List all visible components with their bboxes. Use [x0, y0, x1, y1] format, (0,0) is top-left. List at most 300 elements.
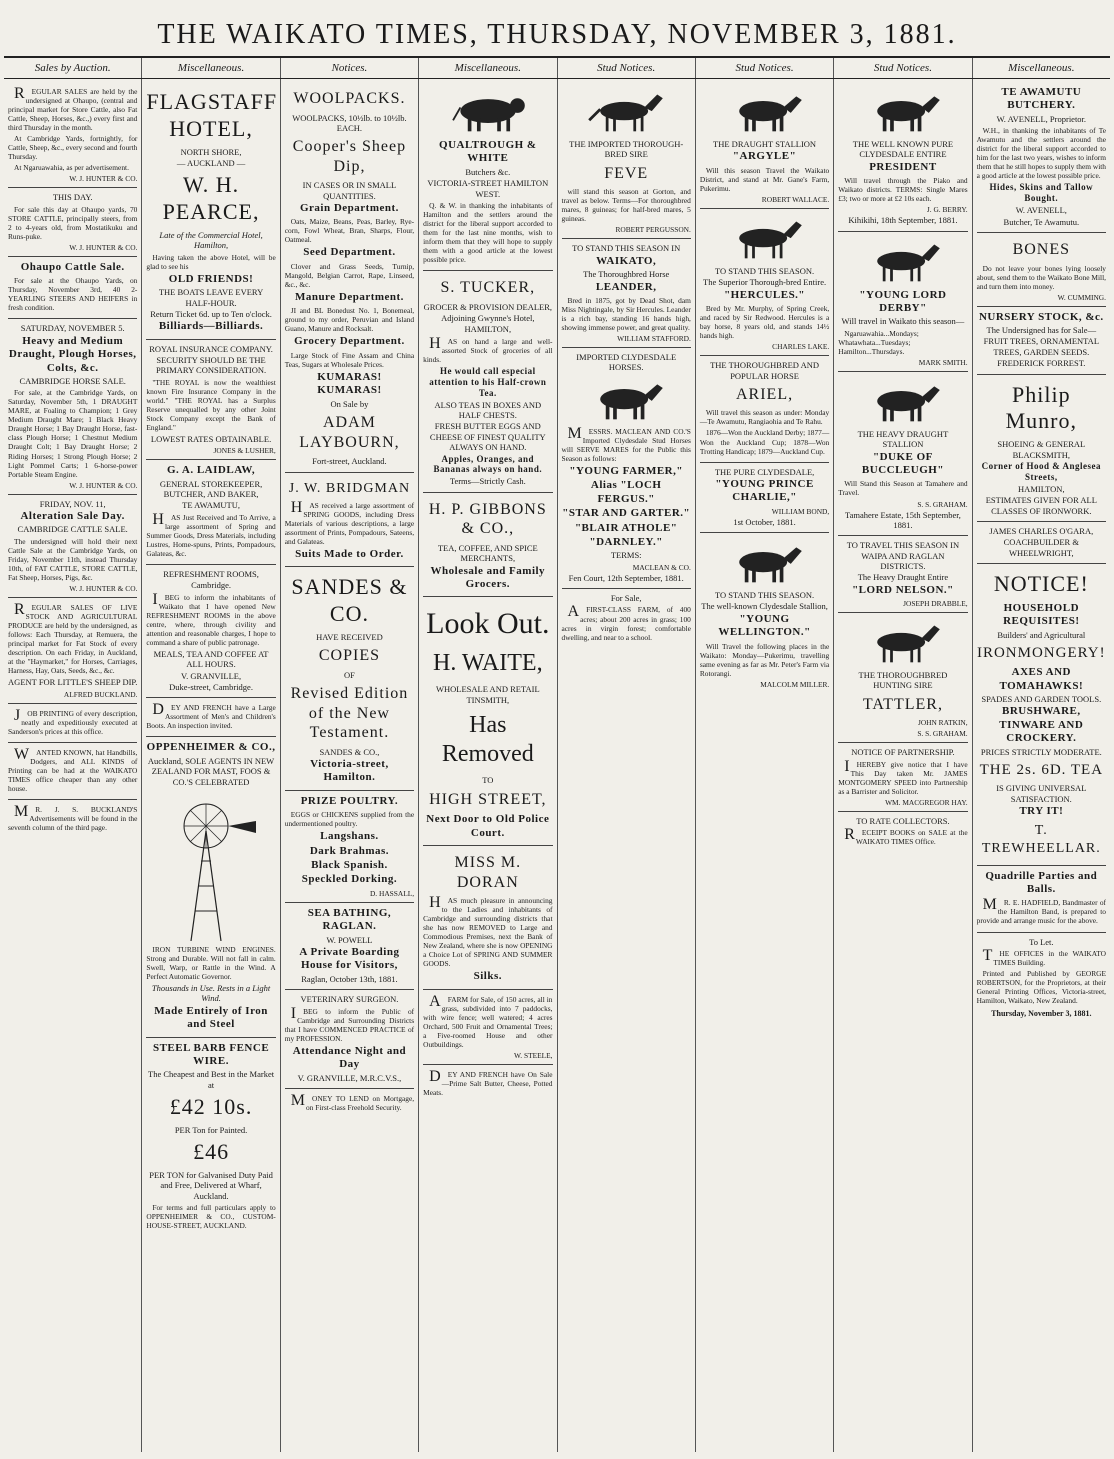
column-header: Stud Notices.: [696, 58, 834, 78]
ad-text: Oats, Maize, Beans, Peas, Barley, Rye-corn, Fowl Wheat, Bran, Sharps, Flour, Oatmeal.: [284, 217, 415, 245]
ad-money-to-lend: [285, 1089, 414, 1118]
ad-subheading: The Heavy Draught Entire: [857, 572, 949, 583]
ad-subheading: WHOLESALE AND RETAIL TINSMITH,: [435, 684, 540, 705]
column-headers: [4, 58, 1110, 79]
ad-text: The undersigned will hold their next Cattle Sale at the Cambridge Yards, on Friday, November 11th, instead Thursday 10th, of FAT CATTLE, STORE CATTLE, Fat Sheep, Horses, Pigs, &c.: [8, 536, 138, 582]
ad-kumaras: KUMARAS! KUMARAS!: [317, 370, 382, 397]
ad-text: IBEG to inform the Public of Cambridge and Surrounding Districts that I have COMMENCED PRACTICE of my PROFESSION.: [284, 1004, 415, 1043]
ad-text: "THE ROYAL is now the wealthiest known Fire Insurance Company in the world." "THE ROYAL has a Surplus Reserve unequalled by any other Joint Stock Company except the Bank of England.": [146, 377, 276, 432]
ad-subheading: The Cheapest and Best in the Market at: [148, 1069, 275, 1090]
ad-heading: QUALTROUGH & WHITE: [439, 139, 537, 165]
ad-night: Attendance Night and Day: [292, 1044, 407, 1071]
ad-apples: Apples, Oranges, and Bananas always on hand.: [433, 453, 543, 475]
ad-tea-sub: IS GIVING UNIVERSAL SATISFACTION.: [996, 783, 1087, 804]
ad-signature: JOSEPH DRABBLE,: [903, 599, 968, 609]
ad-heading: THE HEAVY DRAUGHT STALLION: [857, 428, 949, 450]
column-header: Miscellaneous.: [142, 58, 280, 78]
column-stud-notices-1: [558, 79, 696, 1452]
ad-text: Bred in 1875, got by Dead Shot, dam Miss Nightingale, by Sir Hercules. Leander is a rich bay, standing 16 hands high, showing immense power, and great quality.: [561, 295, 691, 333]
ad-signature: WM. MACGREGOR HAY.: [885, 797, 968, 807]
ad-subheading: SECURITY SHOULD BE THE PRIMARY CONSIDERATION.: [155, 355, 267, 376]
ad-spades: SPADES AND GARDEN TOOLS.: [981, 694, 1102, 705]
ad-heading: THE THOROUGHBRED AND POPULAR HORSE: [710, 360, 820, 381]
horse-illustration: [700, 216, 829, 262]
ad-heading: NOTICE OF PARTNERSHIP.: [851, 747, 955, 758]
ad-text: EGGS or CHICKENS supplied from the undermentioned poultry.: [284, 810, 415, 829]
ad-text: Will this season Travel the Waikato District, and stand at Mr. Gane's Farm, Pukerimu.: [699, 165, 830, 193]
ad-city: HAMILTON,: [1018, 483, 1065, 494]
ad-horse-name: "HERCULES.": [724, 288, 806, 301]
ad-royal-insurance: [146, 340, 275, 461]
ad-side-note: Thousands in Use. Rests in a Light Wind.: [151, 983, 271, 1004]
ad-text: Will Travel the following places in the Waikato: Monday—Pukerimu, travelling same evening as far as Mr. Peter's Farm via Rotorangi.: [699, 641, 830, 678]
ad-notice: NOTICE!: [993, 570, 1089, 596]
ad-text: At Cambridge Yards, fortnightly, for Cattle, Sheep, &c., every second and fourth Thursday.: [8, 134, 138, 162]
ad-horse-name: "DARNLEY.": [589, 535, 663, 548]
column-header: Miscellaneous.: [419, 58, 557, 78]
ad-signature: V. GRANVILLE,: [181, 670, 242, 681]
ad-date: Fen Court, 12th September, 1881.: [568, 572, 684, 583]
ad-owner: ADAM LAYBOURN,: [299, 414, 400, 451]
ad-location: TE AWAMUTU,: [182, 500, 240, 511]
horse-icon: [857, 89, 949, 135]
columns: [4, 79, 1110, 1452]
ad-oppenheimer: [146, 737, 275, 1037]
ad-suits: Suits Made to Order.: [295, 547, 404, 560]
ad-laidlaw: [146, 460, 275, 565]
ad-department: Manure Department.: [294, 290, 404, 303]
ad-heading: FRIDAY, NOV. 11,: [39, 498, 106, 509]
ad-heading: THE IMPORTED THOROUGH-BRED SIRE: [569, 139, 684, 160]
ad-subheading: The Superior Thorough-bred Entire.: [703, 277, 827, 288]
ad-meals: MEALS, TEA AND COFFEE AT ALL HOURS.: [153, 648, 269, 670]
ad-president: [838, 82, 967, 232]
horse-illustration: [838, 620, 967, 666]
ad-owner: W. POWELL: [326, 934, 373, 945]
ad-heading: THE WELL KNOWN PURE CLYDESDALE ENTIRE: [852, 139, 954, 160]
ad-subheading: Wholesale and Family Grocers.: [430, 564, 546, 590]
ad-text: For terms and full particulars apply to OPPENHEIMER & CO., CUSTOM-HOUSE-STREET, AUCKLAND.: [146, 1203, 276, 1231]
ad-location: Cambridge.: [191, 580, 232, 591]
ad-city: HAMILTON,: [464, 324, 512, 335]
ad-horse-name: "YOUNG LORD DERBY": [859, 288, 947, 315]
ad-text: HAS Just Received and To Arrive, a large assortment of Spring and Summer Goods, Dress Materials, including Lustres, Home-spuns, Prints, Pompadours, Galateas, &c.: [146, 510, 276, 558]
ad-text: Will travel through the Piako and Waikato districts. TERMS: Single Mares £3; two or more at £2 10s each.: [838, 176, 968, 204]
ad-text: REGULAR SALES OF LIVE STOCK AND AGRICULTURAL PRODUCE are held by the undersigned, as follows: Each Thursday, at Remuera, the principal market for Fat Stock of every description. On each Friday, in Auckland, at the "Haymarket," for Horses, Carriages, Harness, Hay, Oats, Seeds, &c., &c.: [8, 600, 138, 676]
ad-horse-name: "YOUNG PRINCE CHARLIE,": [715, 477, 814, 504]
ad-horse-name: TATTLER,: [862, 695, 943, 713]
ad-boats: THE BOATS LEAVE EVERY HALF-HOUR.: [158, 287, 264, 308]
ad-heading: TO STAND THIS SEASON.: [714, 265, 815, 276]
ad-text: JI and BL Bonedust No. 1, Bonemeal, ground to my order, Peruvian and Island Guano, Manure and Rocksalt.: [284, 306, 415, 334]
ad-job-printing: [8, 704, 137, 743]
ad-refreshment-rooms: [146, 565, 275, 698]
horse-illustration: [838, 89, 967, 135]
ad-date: Tamahere Estate, 15th September, 1881.: [844, 509, 961, 530]
ad-heading: OPPENHEIMER & CO.,: [146, 741, 276, 754]
ad-wanted-known: [8, 743, 137, 800]
ad-subheading: Builders' and Agricultural: [997, 629, 1086, 640]
ad-try: TRY IT!: [1019, 805, 1064, 818]
ad-price: £46: [193, 1139, 230, 1165]
column-stud-notices-3: [834, 79, 972, 1452]
ad-horse-name: FEVE: [604, 164, 649, 182]
ad-ohaupo-cattle-sale: [8, 257, 137, 320]
column-miscellaneous-3: [973, 79, 1110, 1452]
ad-breed: Black Spanish.: [311, 859, 388, 872]
ad-heading: PRIZE POULTRY.: [300, 794, 399, 807]
ad-text: Bred by Mr. Murphy, of Spring Creek, and raced by Sir Redwood. Hercules is a bay horse, 8 years old, and stands 14½ hands high.: [699, 304, 830, 341]
ad-lord-nelson: [838, 536, 967, 613]
ad-text: DEY AND FRENCH have a Large Assortment of Men's and Children's Boots. An inspection invited.: [146, 701, 276, 731]
ad-heading: STEEL BARB FENCE WIRE.: [152, 1041, 270, 1067]
ad-nursery-stock: [977, 307, 1106, 375]
ad-heading: TO STAND THIS SEASON.: [714, 590, 815, 601]
ad-heading: THIS DAY.: [52, 192, 93, 203]
ad-location: Corner of Hood & Anglesea Streets,: [981, 460, 1101, 482]
ad-high-street: HIGH STREET,: [429, 790, 547, 808]
horse-icon: [719, 540, 811, 586]
ad-text: MR. E. HADFIELD, Bandmaster of the Hamilton Band, is prepared to provide and arrange music for the above.: [976, 896, 1106, 926]
ad-signature: ROBERT WALLACE.: [761, 194, 830, 204]
ad-signature: CHARLES LAKE.: [772, 342, 830, 352]
ad-text: IRON TURBINE WIND ENGINES. Strong and Durable. Will not fall in calm. Swell, Warp, or Rattle in the Wind. A Perfect Automatic Governor.: [146, 944, 276, 982]
ad-flagstaff-hotel: [146, 82, 278, 340]
horse-icon: [857, 620, 949, 666]
ad-subheading: NORTH SHORE,: [180, 146, 242, 157]
ad-trewheellar: [977, 564, 1106, 866]
ad-text: At Ngaruawahia, as per advertisement.: [14, 163, 129, 173]
ad-to-let: [977, 933, 1106, 1023]
ad-signature: WILLIAM BOND,: [771, 506, 830, 516]
ad-heading: H. P. GIBBONS & CO.,: [428, 500, 547, 538]
ad-signature: ALFRED BUCKLAND.: [63, 689, 138, 699]
ad-location: VICTORIA-STREET HAMILTON WEST.: [427, 178, 549, 199]
ad-horse-name: "STAR AND GARTER.": [562, 507, 691, 520]
ad-tea: THE 2s. 6D. TEA: [979, 762, 1104, 779]
ad-fence-wire: [146, 1038, 275, 1237]
horse-icon: [580, 89, 672, 135]
ad-signature: S. S. GRAHAM.: [917, 729, 968, 739]
ad-subheading: GENERAL STOREKEEPER, BUTCHER, AND BAKER,: [159, 478, 263, 500]
ad-regular-sales: [8, 82, 137, 188]
ad-text: AFARM for Sale, of 150 acres, all in grass, subdivided into 7 paddocks, with wire fence; well watered; 4 acres Orchard, 500 Fruit and Ornamental Trees; a Five-roomed House and other Outbuildings.: [423, 992, 553, 1049]
ad-text: HAS on hand a large and well-assorted Stock of groceries of all kinds.: [423, 334, 553, 364]
ad-text: RECEIPT BOOKS on SALE at the WAIKATO TIMES Office.: [844, 826, 968, 847]
ad-text: Do not leave your bones lying loosely about, send them to the Waikato Bone Mill, and turn them into money.: [976, 263, 1106, 291]
ad-woolpacks: [285, 82, 414, 473]
ad-argyle: [700, 82, 829, 209]
ad-horse-name: LEANDER,: [595, 280, 657, 293]
ad-heading: TO TRAVEL THIS SEASON IN WAIPA AND RAGLAN DISTRICTS.: [846, 540, 960, 571]
ad-brushware: BRUSHWARE, TINWARE AND CROCKERY.: [999, 705, 1084, 745]
ad-young-wellington: [700, 533, 829, 693]
ad-subheading: Auckland, SOLE AGENTS IN NEW ZEALAND FOR MAST, FOOS & CO.'S CELEBRATED: [147, 755, 275, 787]
ad-signature: JONES & LUSHER,: [213, 446, 276, 456]
ad-signature: W. AVENELL,: [1015, 205, 1067, 216]
ad-text: Having taken the above Hotel, will be glad to see his: [146, 252, 276, 271]
ad-horse-name: "DUKE OF BUCCLEUGH": [861, 450, 944, 477]
ad-horse-name: "LORD NELSON.": [852, 583, 954, 596]
ad-text: Will Stand this Season at Tamahere and Travel.: [838, 479, 968, 498]
ad-subheading: GROCER & PROVISION DEALER,: [423, 301, 553, 312]
ad-duke-of-buccleugh: [838, 372, 967, 536]
ad-farm-sale-400: [562, 589, 691, 647]
ad-gibbons: [423, 493, 552, 598]
imprint: Printed and Published by GEORGE ROBERTSON, for the Proprietors, at their General Printing Offices, Victoria-street, Hamilton, Waikato, New Zealand.: [976, 968, 1106, 1006]
ad-heading: TO STAND THIS SEASON IN: [572, 243, 681, 254]
ad-heading: FLAGSTAFF HOTEL,: [146, 89, 278, 141]
windmill-illustration: [146, 791, 275, 941]
column-header: Sales by Auction.: [4, 58, 142, 78]
ad-location: Fort-street, Auckland.: [312, 456, 387, 467]
ad-signature: W. J. HUNTER & CO.: [69, 480, 138, 490]
ad-eggs: FRESH BUTTER EGGS AND CHEESE OF FINEST QUALITY ALWAYS ON HAND.: [429, 421, 546, 453]
ad-horse-name: "BLAIR ATHOLE": [574, 521, 678, 534]
horse-icon: [580, 377, 672, 423]
ad-price-note: PER Ton for Painted.: [174, 1124, 248, 1135]
ad-heading: BONES: [1012, 241, 1071, 259]
horse-icon: [719, 216, 811, 262]
ad-tattler: [838, 613, 967, 743]
bull-illustration: [423, 89, 552, 135]
ad-text: MONEY TO LEND on Mortgage, on First-class Freehold Security.: [290, 1091, 415, 1112]
ad-text: THE OFFICES in the WAIKATO TIMES Building.: [982, 946, 1106, 967]
ad-address: Duke-street, Cambridge.: [169, 681, 253, 692]
ad-signature: W. J. HUNTER & CO.: [69, 583, 138, 593]
ad-tea: ALSO TEAS IN BOXES AND HALF CHESTS.: [434, 399, 542, 421]
ad-clydesdale: [562, 348, 691, 589]
ad-te-awamutu-butchery: [977, 82, 1106, 233]
ad-signature: FREDERICK FORREST.: [997, 358, 1086, 369]
ad-philip-munro: [977, 375, 1106, 522]
ad-heading: Quadrille Parties and Balls.: [985, 869, 1098, 895]
ad-subheading: IN CASES OR IN SMALL QUANTITIES.: [302, 180, 397, 201]
masthead: THE WAIKATO TIMES, THURSDAY, NOVEMBER 3, 1881.: [4, 0, 1110, 58]
ad-breed: Langshans.: [320, 830, 379, 843]
ad-location: Adjoining Gwynne's Hotel,: [441, 312, 535, 323]
ad-waite: [423, 597, 552, 846]
column-notices: [281, 79, 419, 1452]
ad-estimates: ESTIMATES GIVEN FOR ALL CLASSES OF IRONWORK.: [985, 495, 1097, 516]
ad-police: Next Door to Old Police Court.: [426, 813, 550, 839]
column-miscellaneous-2: [419, 79, 557, 1452]
ad-rate-collectors: [838, 812, 967, 852]
ad-prize-poultry: [285, 791, 414, 903]
ad-breed: Dark Brahmas.: [309, 844, 390, 857]
ad-tucker: [423, 271, 552, 493]
ad-department: Grain Department.: [299, 201, 399, 214]
ad-heading: Ohaupo Cattle Sale.: [20, 260, 125, 273]
ad-prince-charlie: [700, 463, 829, 534]
ad-signature: MARK SMITH.: [918, 357, 968, 367]
ad-heading: SEA BATHING, RAGLAN.: [307, 906, 392, 933]
column-sales-by-auction: [4, 79, 142, 1452]
ad-text: HAS received a large assortment of SPRING GOODS, including Dress Materials of various descriptions, a large assortment of Prints, Pompadours, Sateens, and Galateas.: [284, 498, 415, 546]
ad-subheading: The Undersigned has for Sale—: [986, 325, 1097, 336]
ad-this-day: [8, 188, 137, 257]
ad-horse-name: "ARGYLE": [732, 150, 797, 163]
ad-revised: Revised Edition of the New Testament.: [290, 685, 409, 742]
windmill-icon: [151, 791, 271, 941]
ad-date: Kihikihi, 18th September, 1881.: [848, 215, 958, 226]
ad-call: He would call especial attention to his Half-crown Tea.: [429, 365, 547, 398]
ad-heading: TE AWAMUTU BUTCHERY.: [1001, 86, 1082, 112]
horse-illustration: [838, 379, 967, 425]
horse-illustration: [562, 89, 691, 135]
ad-heading: S. TUCKER,: [440, 279, 536, 297]
ad-bridgman: [285, 473, 414, 568]
ad-horse-name: ARIEL,: [736, 385, 794, 403]
ad-signature: MALCOLM MILLER.: [760, 679, 830, 689]
ad-heading: THE DRAUGHT STALLION: [713, 139, 817, 149]
ad-subheading: SHOEING & GENERAL BLACKSMITH,: [997, 439, 1086, 460]
ad-heading: NURSERY STOCK, &c.: [978, 310, 1104, 323]
ad-boats-sub: Return Ticket 6d. up to Ten o'clock.: [150, 308, 272, 319]
ad-heading: IMPORTED CLYDESDALE HORSES.: [576, 352, 677, 373]
ad-signature: W. CUMMING.: [1057, 292, 1106, 302]
ad-horse-alias: Alias "LOCH FERGUS.": [590, 479, 662, 505]
ad-text: Will travel this season as under: Monday—Te Awamutu, Rangiaohia and Te Rahu.: [699, 408, 830, 427]
ad-text: MR. J. S. BUCKLAND'S Advertisements will be found in the seventh column of the third page.: [8, 802, 138, 832]
ad-signature: S. S. GRAHAM.: [917, 499, 968, 509]
ad-heading: Philip Munro,: [1005, 381, 1077, 434]
ad-heading: VETERINARY SURGEON.: [300, 994, 399, 1005]
ad-breed: Speckled Dorking.: [301, 873, 398, 886]
ad-signature: V. GRANVILLE, M.R.C.V.S.,: [297, 1072, 402, 1083]
ad-text: For sale, at the Cambridge Yards, on Saturday, November 5th, 1 DRAUGHT MARE, at Foaling to Champion; 1 Grey Medium Draught Mare; 1 Black Heavy Draught Horse; 1 Bay Draught Horse, fast-class Plough Horse; 1 Chestnut Medium Draught Colt; 1 Bay Draught Horse; 2 Riding Horses; 1 Strong Plough Horse; 2 Light Pommel Carts; 1 6-horse-power Portable Steam Engine.: [8, 388, 138, 479]
ad-owner: W. H. PEARCE,: [162, 172, 260, 225]
ad-text: DEY AND FRENCH have On Sale—Prime Salt Butter, Cheese, Potted Meats.: [423, 1068, 553, 1098]
ad-subheading: Heavy and Medium Draught, Plough Horses, Colts, &c.: [8, 334, 137, 374]
horse-illustration: [562, 377, 691, 423]
column-header: Miscellaneous.: [1008, 62, 1075, 74]
ad-young-lord-derby: [838, 232, 967, 372]
ad-buckland-notice: [8, 800, 137, 838]
ad-text: IHEREBY give notice that I have This Day taken Mr. JAMES MONTGOMERY SPEED into Partnership as a Barrister and Solicitor.: [838, 757, 968, 796]
ad-subheading: — AUCKLAND —: [176, 158, 246, 169]
ad-qualtrough-white: [423, 82, 552, 271]
ad-billiards: Billiards—Billiards.: [158, 320, 264, 333]
ad-subheading: The well-known Clydesdale Stallion,: [701, 601, 828, 612]
ad-signature: W. J. HUNTER & CO.: [69, 242, 138, 252]
ad-subheading: TEA, COFFEE, AND SPICE MERCHANTS,: [437, 542, 538, 564]
ad-text: REGULAR SALES are held by the undersigned at Ohaupo, (central and principal market for Store Cattle, also Fat Cattle, Sheep, Horses, &c.,) every first and third Thursday in the month.: [8, 85, 138, 133]
ad-heading: AGENT FOR LITTLE'S SHEEP DIP.: [8, 677, 138, 688]
ad-signature: JOHN RATKIN,: [917, 718, 968, 728]
ad-text: For sale at the Ohaupo Yards, on Thursday, November 3rd, 40 2-YEARLING STEERS AND HEIFERS in fresh condition.: [8, 276, 138, 313]
ad-terms: Terms—Strictly Cash.: [449, 476, 526, 487]
ad-signature: W. J. HUNTER & CO.: [69, 174, 138, 184]
ad-subheading: HAVE RECEIVED: [316, 631, 383, 642]
horse-illustration: [700, 89, 829, 135]
ad-subheading: COACHBUILDER & WHEELWRIGHT,: [1003, 537, 1079, 558]
ad-note: Late of the Commercial Hotel, Hamilton,: [159, 230, 263, 251]
horse-illustration: [700, 540, 829, 586]
footer-date: Thursday, November 3, 1881.: [991, 1009, 1092, 1019]
ad-heading: H. WAITE,: [433, 649, 543, 676]
ad-signature: D. HASSALL,: [369, 888, 415, 898]
ad-signature: SANDES & CO.,: [319, 746, 380, 757]
ad-text: AFIRST-CLASS FARM, of 400 acres; about 200 acres in grass; 100 acres in virgin forest; comfortable dwelling, and near to a school.: [561, 603, 691, 642]
ad-partnership: [838, 743, 967, 812]
column-header: Stud Notices.: [834, 58, 972, 78]
ad-rates: LOWEST RATES OBTAINABLE.: [150, 433, 272, 444]
ad-heading: To Let.: [1029, 936, 1054, 947]
ad-signature: MACLEAN & CO.: [632, 562, 691, 572]
ad-heading: TO RATE COLLECTORS.: [856, 815, 950, 826]
ad-record: 1876—Won the Auckland Derby; 1877—Won the Auckland Cup; 1878—Won Trotting Handicap; 1879—Auckland Cup.: [699, 428, 830, 456]
ad-signature: Butcher, Te Awamutu.: [1003, 216, 1080, 227]
ad-text: W.H., in thanking the inhabitants of Te Awamutu and the settlers around the district for the liberal support accorded to him for the last two years, wishes to inform them that he still hopes to supply them with a good article at the lowest possible price.: [976, 126, 1106, 181]
ad-subheading: WOOLPACKS, 10½lb. to 10½lb. EACH.: [292, 112, 407, 133]
ad-live-stock: [8, 598, 137, 704]
ad-text: will stand this season at Gorton, and travel as below. Terms—For thoroughbred mares, 8 guineas; for half-bred mares, 5 guineas.: [561, 187, 691, 224]
ad-text: WANTED KNOWN, hat Handbills, Dodgers, and ALL KINDS of Printing can be had at the WAIKATO TIMES office cheaper than any other house.: [8, 745, 138, 793]
ad-quadrille: [977, 866, 1106, 933]
ad-friday-cattle-sale: [8, 495, 137, 598]
ad-price-note: PER TON for Galvanised Duty Paid and Free, Delivered at Wharf, Auckland.: [149, 1170, 273, 1201]
ad-heading: MISS M. DORAN: [454, 854, 522, 891]
ad-text: JOB PRINTING of every description, neatly and expeditiously executed at Sanderson's prices at this office.: [8, 706, 138, 736]
ad-signature: T. TREWHEELLAR.: [981, 823, 1101, 856]
ad-feve: [562, 82, 691, 239]
ad-signature: ROBERT PERGUSSON.: [615, 225, 691, 235]
ad-horse-name: PRESIDENT: [869, 160, 937, 173]
horse-illustration: [838, 239, 967, 285]
ad-subheading: The Thoroughbred Horse: [583, 269, 670, 280]
ad-location: WAIKATO,: [596, 254, 657, 267]
ad-removed: Has Removed: [441, 711, 534, 768]
ad-sandes: [285, 567, 414, 791]
ad-heading: Cooper's Sheep Dip,: [292, 138, 407, 175]
horse-icon: [857, 239, 949, 285]
ad-owner: W. AVENELL, Proprietor.: [996, 113, 1087, 124]
ad-heading: THE THOROUGHBRED HUNTING SIRE: [858, 670, 948, 691]
ad-heading: THE PURE CLYDESDALE,: [714, 466, 815, 477]
column-miscellaneous-1: [142, 79, 280, 1452]
ad-text: IBEG to inform the inhabitants of Waikato that I have opened New REFRESHMENT ROOMS in the above centre, where, through civility and attention and reasonable charges, I hope to command a share of public patronage.: [146, 590, 276, 647]
ad-friends: OLD FRIENDS!: [168, 272, 254, 285]
ad-heading: G. A. LAIDLAW,: [166, 464, 256, 477]
ad-horse-name: "YOUNG FARMER,": [569, 464, 683, 477]
ad-sea-bathing: [285, 903, 414, 990]
ad-text: Q. & W. in thanking the inhabitants of Hamilton and the settlers around the district for the liberal support accorded to them for the last nine months, wish to inform them that they will hope to supply them with a good article at the lowest possible price.: [423, 200, 553, 265]
ad-location: Victoria-street, Hamilton.: [310, 757, 389, 784]
ad-date: Raglan, October 13th, 1881.: [301, 973, 398, 984]
ad-heading: REFRESHMENT ROOMS,: [163, 569, 259, 579]
ad-subheading: Alteration Sale Day.: [20, 510, 125, 522]
ad-heading: SANDES & CO.: [291, 574, 408, 626]
ad-heading: HOUSEHOLD REQUISITES!: [1003, 601, 1080, 628]
ad-heading: J. W. BRIDGMAN: [288, 480, 411, 496]
ad-heading: ROYAL INSURANCE COMPANY.: [149, 343, 273, 354]
column-stud-notices-2: [696, 79, 834, 1452]
ad-ogara: [977, 522, 1106, 564]
ad-subheading: CAMBRIDGE CATTLE SALE.: [17, 524, 128, 535]
ad-saturday-horse-sale: [8, 319, 137, 494]
ad-date: 1st October, 1881.: [733, 516, 796, 527]
ad-text: Clover and Grass Seeds, Turnip, Mangold, Belgian Carrot, Rape, Linseed, &c., &c.: [284, 261, 415, 289]
ad-house: A Private Boarding House for Visitors,: [299, 946, 400, 972]
ad-ariel: [700, 356, 829, 462]
horse-icon: [719, 89, 811, 135]
ad-axes: AXES AND TOMAHAWKS!: [999, 666, 1084, 692]
ad-subheading: Will travel in Waikato this season—: [841, 316, 965, 327]
ad-subheading: Butchers &c.: [465, 166, 511, 177]
ad-kumaras-sub: On Sale by: [330, 398, 369, 409]
ad-horse-name: "YOUNG WELLINGTON.": [718, 612, 811, 639]
